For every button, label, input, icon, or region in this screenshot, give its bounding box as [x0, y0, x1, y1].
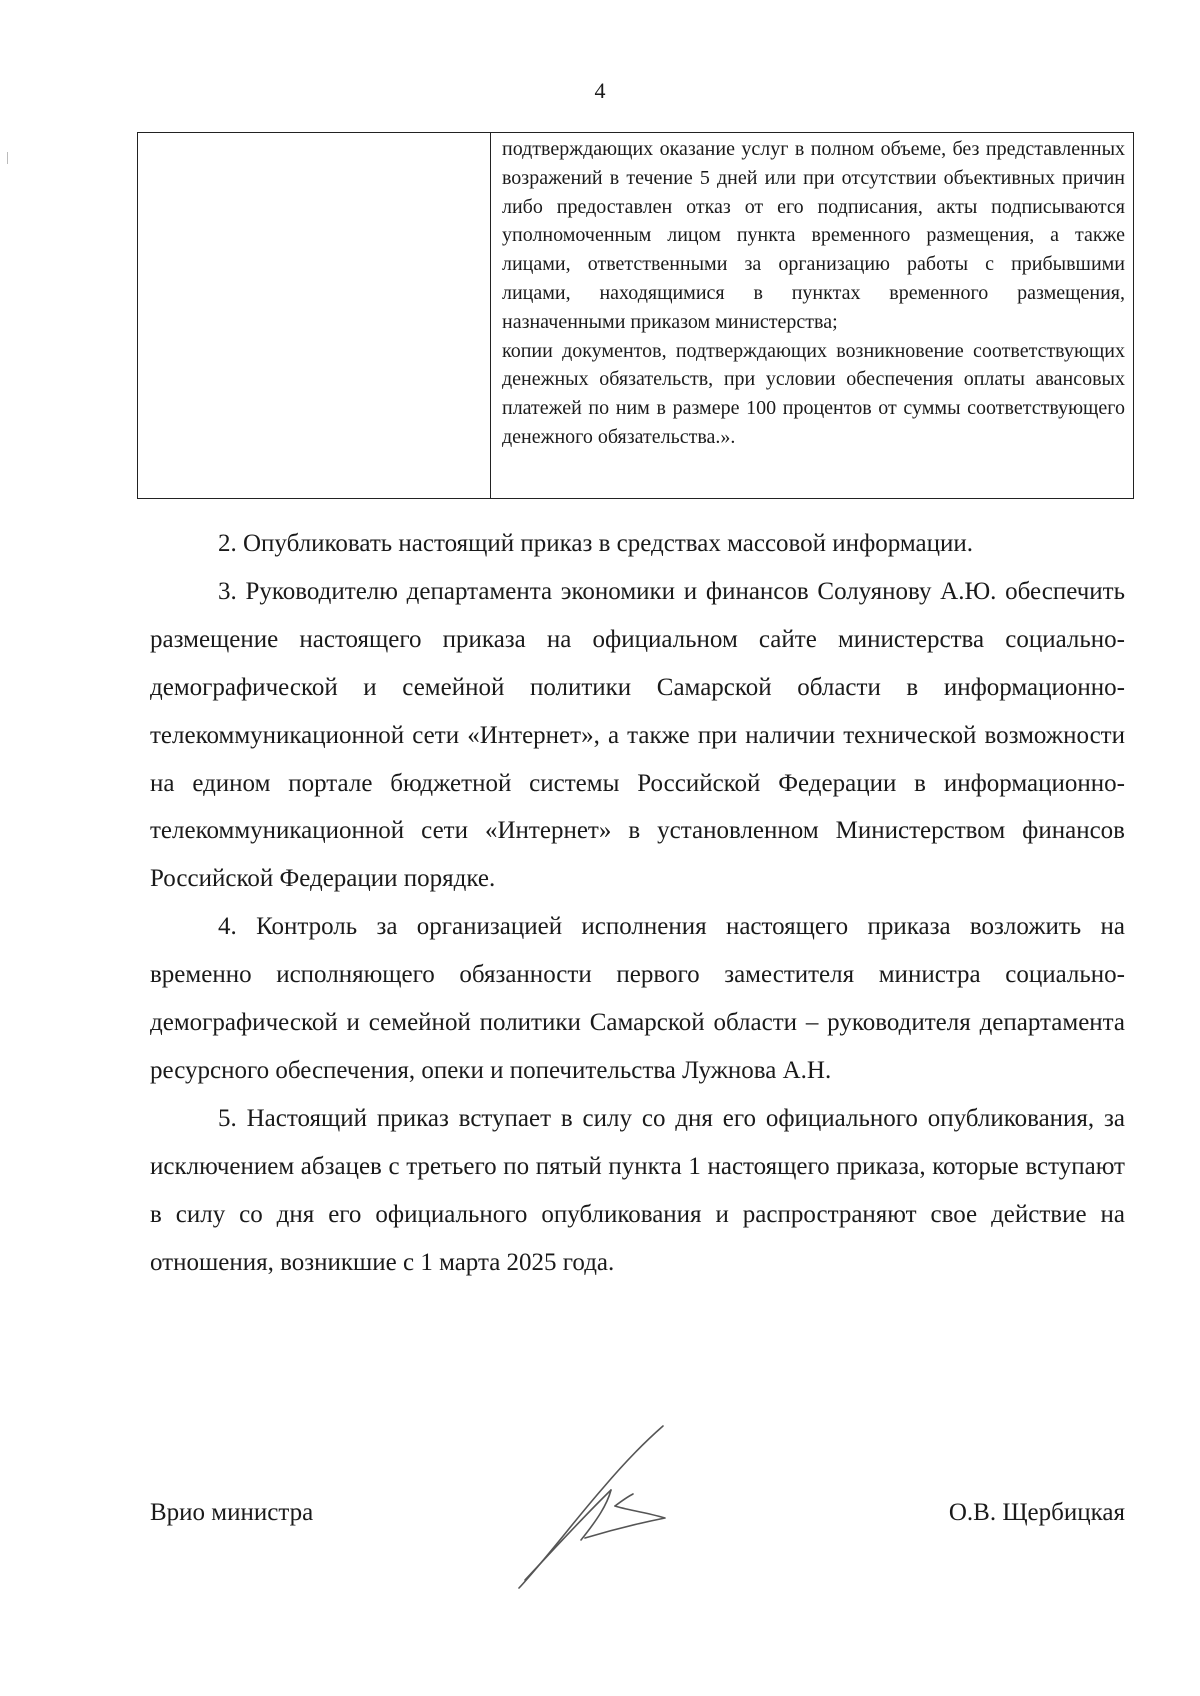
paragraph-item-2: 2. Опубликовать настоящий приказ в средствах массовой информации.	[218, 530, 974, 557]
table-cell-paragraph: копии документов, подтверждающих возникновение соответствующих денежных обязательств, при условии обеспечения оплаты авансовых платежей по ним в размере 100 процентов от суммы соответствующего денежного обязательства.».	[502, 339, 1125, 448]
order-body	[150, 520, 1125, 1287]
continuation-table	[137, 132, 1134, 499]
paragraph-item-3: 3. Руководителю департамента экономики и финансов Солуянову А.Ю. обеспечить размещение настоящего приказа на официальном сайте министерства социально-демографической и семейной политики Самарской области в информационно-телекоммуникационной сети «Интернет», а также при наличии технической возможности на едином портале бюджетной системы Российской Федерации в информационно-телекоммуникационной сети «Интернет» в установленном Министерством финансов Российской Федерации порядке.	[150, 577, 1125, 893]
signatory-title: Врио министра	[150, 1499, 314, 1526]
paragraph-item-5: 5. Настоящий приказ вступает в силу со дня его официального опубликования, за исключением абзацев с третьего по пятый пункта 1 настоящего приказа, которые вступают в силу со дня его официального опубликования и распространяют свое действие на отношения, возникшие с 1 марта 2025 года.	[150, 1104, 1125, 1276]
table-cell-right	[502, 135, 1125, 452]
handwritten-signature	[515, 1420, 725, 1595]
table-cell-paragraph: подтверждающих оказание услуг в полном объеме, без представленных возражений в течение 5 дней или при отсутствии объективных причин либо предоставлен отказ от его подписания, акты подписываются уполномоченным лицом пункта временного размещения, а также лицами, ответственными за организацию работы с прибывшими лицами, находящимися в пунктах временного размещения, назначенными приказом министерства;	[502, 138, 1125, 333]
paragraph-item-4: 4. Контроль за организацией исполнения настоящего приказа возложить на временно исполняющего обязанности первого заместителя министра социально-демографической и семейной политики Самарской области – руководителя департамента ресурсного обеспечения, опеки и попечительства Лужнова А.Н.	[150, 913, 1125, 1084]
signatory-name: О.В. Щербицкая	[948, 1499, 1125, 1526]
page-number: 4	[594, 78, 606, 103]
scan-margin-mark	[7, 152, 8, 164]
table-column-divider	[490, 133, 491, 498]
